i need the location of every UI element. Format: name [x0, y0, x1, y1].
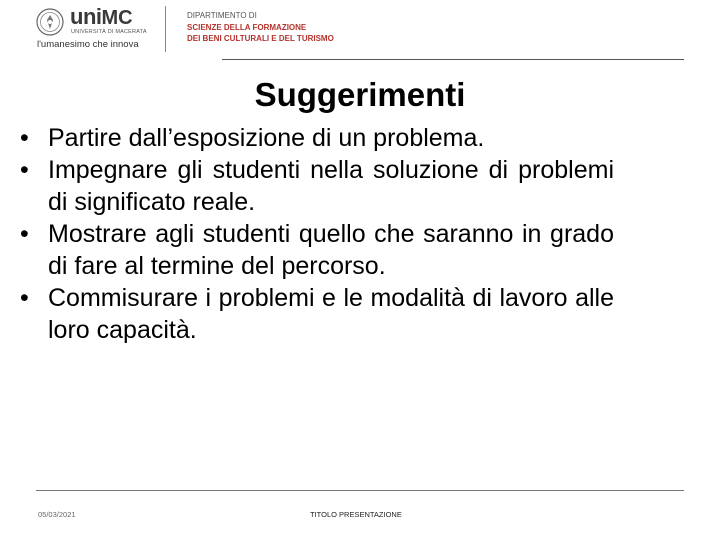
bullet-list — [20, 122, 614, 346]
logo-tagline: l'umanesimo che innova — [37, 39, 139, 50]
logo-mc-text: MC — [101, 7, 133, 29]
department-line-3: DEI BENI CULTURALI E DEL TURISMO — [187, 34, 334, 43]
department-name — [187, 10, 334, 45]
bullet-item — [20, 154, 614, 218]
footer-date: 05/03/2021 — [38, 510, 76, 519]
bullet-text: Mostrare agli studenti quello che saranno in grado di fare al termine del percorso. — [48, 220, 614, 280]
footer-title: TITOLO PRESENTAZIONE — [310, 510, 402, 519]
bullet-item — [20, 218, 614, 282]
university-logo — [70, 6, 133, 28]
slide-header — [0, 0, 720, 60]
logo-subtitle: UNIVERSITÀ DI MACERATA — [71, 29, 147, 35]
bullet-marker: • — [20, 284, 29, 312]
bullet-marker: • — [20, 124, 29, 152]
university-seal-icon — [36, 8, 64, 36]
bullet-marker: • — [20, 220, 29, 248]
department-line-1: DIPARTIMENTO DI — [187, 11, 257, 20]
footer-rule — [36, 490, 684, 491]
header-divider — [165, 6, 166, 52]
bullet-text: Partire dall’esposizione di un problema. — [48, 124, 485, 152]
bullet-marker: • — [20, 156, 29, 184]
slide-title: Suggerimenti — [254, 76, 466, 113]
department-line-2: SCIENZE DELLA FORMAZIONE — [187, 22, 307, 32]
bullet-item — [20, 122, 614, 154]
logo-uni-text: uni — [70, 4, 102, 29]
bullet-item — [20, 282, 614, 346]
title-rule — [222, 59, 684, 60]
bullet-text: Commisurare i problemi e le modalità di lavoro alle loro capacità. — [48, 284, 614, 344]
bullet-text: Impegnare gli studenti nella soluzione di problemi di significato reale. — [48, 156, 614, 216]
